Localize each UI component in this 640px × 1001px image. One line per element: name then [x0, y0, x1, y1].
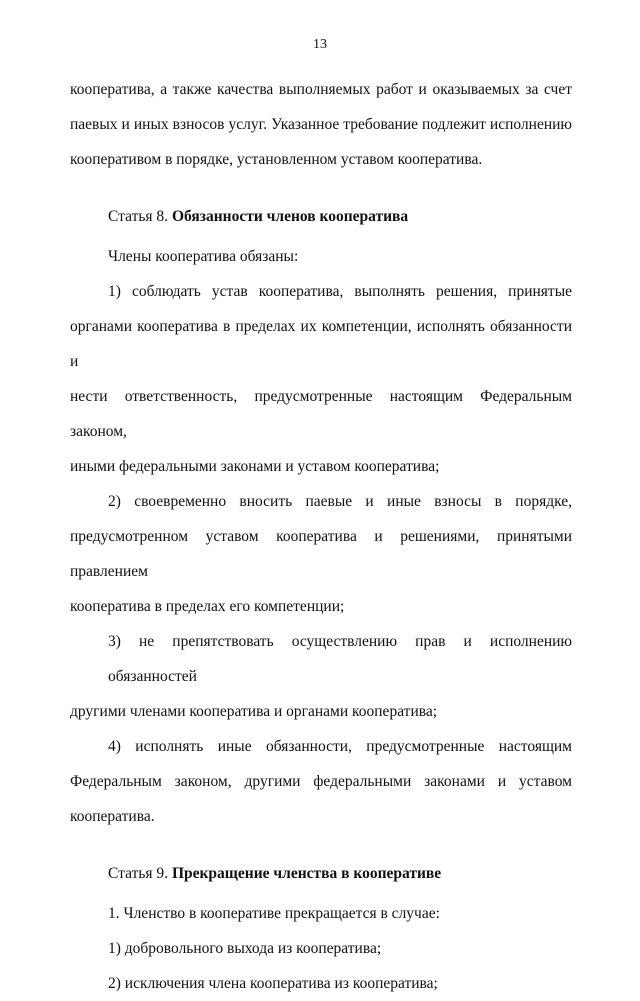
- text-line: Федеральным законом, другими федеральными законами и уставом: [70, 773, 572, 790]
- article-9-title: Прекращение членства в кооперативе: [171, 865, 442, 882]
- article-9-paragraph-2: 1) добровольного выхода из кооператива;: [108, 940, 382, 957]
- text-line: иными федеральными законами и уставом кооператива;: [70, 458, 440, 475]
- article-8-lead: Члены кооператива обязаны:: [108, 248, 299, 265]
- intro-paragraph: [70, 72, 572, 177]
- text-line: 1) соблюдать устав кооператива, выполнять решения, принятые: [108, 283, 572, 300]
- text-line: паевых и иных взносов услуг. Указанное требование подлежит исполнению: [70, 116, 572, 133]
- text-line: кооператива.: [70, 808, 155, 825]
- article-9-paragraph-3: 2) исключения члена кооператива из кооператива;: [108, 975, 438, 992]
- article-9-paragraph-1: 1. Членство в кооперативе прекращается в случае:: [108, 905, 440, 922]
- text-line: 3) не препятствовать осуществлению прав и исполнению обязанностей: [108, 633, 572, 685]
- article-9-prefix: Статья 9.: [108, 865, 172, 882]
- article-9-heading: [70, 856, 572, 891]
- article-8-title: Обязанности членов кооператива: [171, 208, 409, 225]
- article-8-item-2: [70, 484, 572, 624]
- text-line: кооператива, а также качества выполняемых работ и оказываемых за счет: [70, 81, 572, 98]
- text-line: предусмотренном уставом кооператива и решениями, принятыми правлением: [70, 528, 572, 580]
- article-8-item-1: [70, 274, 572, 484]
- text-line: органами кооператива в пределах их компетенции, исполнять обязанности и: [70, 318, 572, 370]
- text-line: 4) исполнять иные обязанности, предусмотренные настоящим: [108, 738, 572, 755]
- article-8-item-4: [70, 729, 572, 834]
- document-body: [70, 72, 572, 1001]
- article-8-item-3: [70, 624, 572, 729]
- text-line: 2) своевременно вносить паевые и иные взносы в порядке,: [108, 493, 572, 510]
- text-line: кооперативом в порядке, установленном уставом кооператива.: [70, 151, 483, 168]
- article-8-heading: [70, 199, 572, 234]
- article-8-prefix: Статья 8.: [108, 208, 172, 225]
- text-line: другими членами кооператива и органами кооператива;: [70, 703, 438, 720]
- text-line: кооператива в пределах его компетенции;: [70, 598, 345, 615]
- page-number: 13: [313, 37, 327, 52]
- text-line: нести ответственность, предусмотренные настоящим Федеральным законом,: [70, 388, 572, 440]
